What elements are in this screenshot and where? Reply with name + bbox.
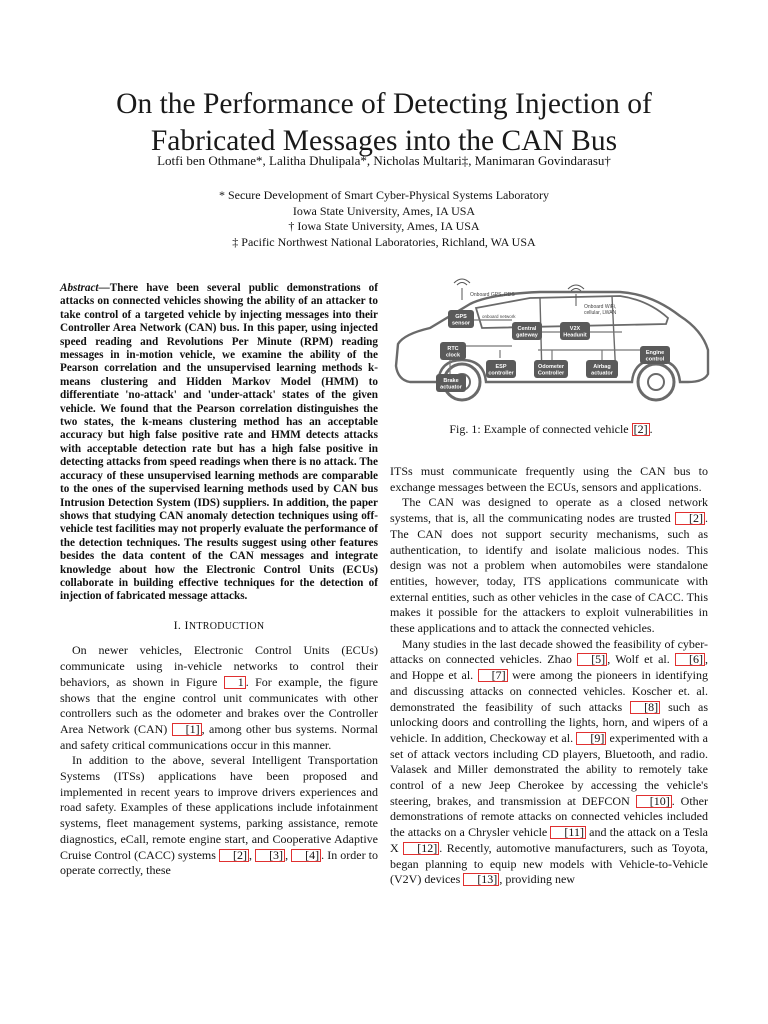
abstract	[60, 282, 378, 604]
esp-label-2: controller	[488, 370, 514, 377]
citation-link[interactable]: [10]	[636, 795, 672, 808]
ecu-v2x-headunit	[560, 322, 590, 340]
section-title-first: I	[184, 617, 189, 632]
right-column	[390, 464, 708, 888]
ecu-gps-sensor	[448, 310, 474, 328]
text-run: , providing new	[499, 872, 575, 887]
citation-link[interactable]: [11]	[550, 826, 586, 839]
central-label-2: gateway	[516, 332, 538, 339]
section-title-rest: NTRODUCTION	[188, 620, 265, 632]
intro-paragraph-2: In addition to the above, several Intelligent Transportation Systems (ITSs) applications have been proposed and implemented in recent years to improve drivers experiences and road safety. Examples of these applications include infotainment systems, fleet management systems, parking assistance, remote diagnostics, eCall, remote engine start, and Cooperative Adaptive Cruise Control (CACC) systems [2] , [3] , [4] . In order to operate correctly, these	[60, 753, 379, 878]
text-run: . The CAN does not support security mechanisms, such as authentication, to identify and isolate malicious nodes. This design was not a problem when automobiles were standalone entities, however, today, ITS applications communicate with external entities, such as other vehicles in the case of CACC. This makes it possible for the attackers to exploit vulnerabilities in these applications and to attack the connected vehicles.	[390, 511, 708, 636]
text-run: The CAN was designed to operate as a closed network systems, that is, all the communicating nodes are trusted	[390, 495, 708, 526]
citation-link[interactable]: [8]	[630, 701, 660, 714]
brake-label: Brake	[443, 378, 459, 384]
figure-ref-link[interactable]: 1	[224, 676, 246, 689]
airbag-label: Airbag	[593, 364, 611, 370]
affiliations	[40, 188, 728, 251]
rtc-label-2: clock	[445, 352, 461, 359]
text-run: . Other demonstrations of remote attacks on connected vehicles included the attacks on a Chrysler vehicle	[390, 793, 708, 840]
body-paragraph-3: ITSs must communicate frequently using the CAN bus to exchange messages between the ECUs, sensors and applications.	[390, 464, 708, 494]
v2x-label: V2X	[569, 326, 581, 332]
rtc-label: RTC	[447, 346, 459, 352]
ecu-airbag-actuator	[586, 360, 618, 378]
section-number: I.	[173, 617, 182, 632]
text-run: On newer vehicles, Electronic Control Units (ECUs) communicate using in-vehicle networks to control their behaviors, as shown in Figure	[60, 643, 378, 689]
title-line-1: On the Performance of Detecting Injection of	[116, 87, 652, 120]
citation-link[interactable]: [13]	[463, 873, 499, 886]
gps-antenna-icon	[454, 279, 470, 300]
caption-text: Fig. 1: Example of connected vehicle	[449, 422, 632, 436]
citation-link[interactable]: [2]	[633, 422, 648, 436]
text-run: . Recently, automotive manufacturers, such as Toyota, began planning to equip new models with Vehicle-to-Vehicle (V2V) devices	[390, 840, 709, 887]
text-run: , among other bus systems. Normal and safety critical communications occur in this manner.	[60, 721, 378, 752]
onboard-wifi-label-2: cellular, LWAN	[584, 310, 617, 316]
affiliation-4: ‡ Pacific Northwest National Laboratories, Richland, WA USA	[232, 235, 536, 250]
citation-link[interactable]: [1]	[172, 723, 202, 736]
intro-paragraph-1	[60, 643, 378, 753]
citation-link[interactable]: [4]	[291, 849, 321, 862]
text-run: were among the pioneers in identifying and discussing attacks on connected vehicles. Koscher et. al. demonstrated the feasibility of such attacks	[390, 668, 708, 714]
ecu-rtc-clock	[440, 342, 466, 360]
abstract-text: —There have been several public demonstrations of attacks on connected vehicles showing the ability of an attacker to take control of a targeted vehicle by injecting messages into their Controller Area Network (CAN) bus. In this paper, using injected speed reading and Revolutions Per Minute (RPM) reading messages in in-motion vehicle, we examine the ability of the Pearson correlation and the unsupervised learning methods k-means clustering and Hidden Markov Model (HMM) to differentiate 'no-attack' and 'under-attack' states of the given vehicle. We found that the Pearson correlation distinguishes the two states, the k-means clustering method has an acceptable accuracy but high false positive rate and HMM detects attacks with acceptable detection rate but has a high false positive in detecting attacks from speed readings when there is no attack. The accuracy of these unsupervised learning methods are comparable to the ones of the supervised learning methods used by CAN bus Intrusion Detection System (IDS) suppliers. In addition, the paper shows that studying CAN anomaly detection techniques using off-vehicle test facilities may not properly evaluate the performance of the detection techniques. The results suggest using other features besides the data content of the CAN messages and integrate knowledge about how the Electronic Control Units (ECUs) collaborate in building effective techniques for the detection of injection of fabricated message attacks.	[60, 282, 378, 603]
rear-wheel	[638, 364, 674, 400]
title-line-2: Fabricated Messages into the CAN Bus	[150, 124, 618, 157]
esp-label: ESP	[495, 364, 507, 370]
onboard-gps-label: Onboard GPS, RDS	[470, 292, 515, 298]
airbag-label-2: actuator	[591, 370, 613, 377]
citation-link[interactable]: [5]	[577, 653, 607, 666]
author-list: Lotfi ben Othmane*, Lalitha Dhulipala*, Nicholas Multari‡, Manimaran Govindarasu†	[157, 153, 611, 168]
text-run: , Wolf et al.	[607, 652, 675, 667]
citation-link[interactable]: [7]	[478, 669, 508, 682]
central-label: Central	[517, 326, 537, 332]
citation-link[interactable]: [3]	[255, 849, 285, 862]
v2x-label-2: Headunit	[563, 332, 587, 339]
affiliation-2: Iowa State University, Ames, IA USA	[292, 203, 476, 218]
citation-link[interactable]: [6]	[675, 653, 705, 666]
section-heading-introduction	[60, 618, 378, 635]
text-run: , and Hoppe et al.	[390, 652, 708, 683]
gps-label: GPS	[455, 314, 467, 320]
caption-text-end: .	[649, 422, 653, 436]
citation-link[interactable]: [2]	[675, 512, 705, 525]
ecu-esp-controller	[486, 360, 516, 378]
brake-label-2: actuator	[440, 384, 462, 391]
abstract-label: Abstract	[60, 282, 99, 294]
engine-label: Engine	[645, 350, 665, 356]
text-run: experimented with a set of attack vectors including CD players, Bluetooth, and radio. Valasek and Miller demonstrated the ability to remotely take control of a new Jeep Cherokee by accessing the vehicle's steering, brakes, and transmission at DEFCON	[390, 730, 708, 808]
ecu-engine-control	[640, 346, 670, 364]
citation-link[interactable]: [9]	[576, 732, 606, 745]
odometer-label: Odometer	[538, 364, 564, 370]
text-run: . For example, the figure shows that the engine control unit communicates with other controllers such as the odometer and brakes over the Controller Area Network (CAN)	[60, 674, 378, 736]
engine-label-2: control	[645, 356, 665, 363]
text-run: Many studies in the last decade showed the feasibility of cyber-attacks on connected vehicles. Zhao	[390, 636, 708, 667]
ecu-brake-actuator	[436, 374, 466, 392]
text-run: In addition to the above, several Intelligent Transportation Systems (ITSs) applications have been proposed and implemented in recent years to improve drivers experiences and road safety. Examples of these applications include infotainment systems, fleet management systems, parking assistance, remote diagnostics, eCall, remote engine start, and Cooperative Adaptive Cruise Control (CACC) systems	[60, 753, 378, 862]
onboard-wifi-label-1: Onboard WiFi,	[584, 304, 617, 310]
left-column	[60, 282, 378, 879]
text-run: and the attack on a Tesla X	[390, 825, 709, 855]
text-run: such as unlocking doors and controlling the lights, horn, and wipers of a vehicle. In addition, Checkoway et al.	[390, 699, 708, 745]
body-paragraph-5	[390, 637, 708, 888]
figure-caption	[390, 422, 712, 437]
citation-link[interactable]: [2]	[219, 849, 249, 862]
v2x-antenna-icon	[568, 285, 584, 306]
ecu-central-gateway	[512, 322, 542, 340]
affiliation-3: † Iowa State University, Ames, IA USA	[288, 219, 480, 234]
citation-link[interactable]: [12]	[403, 842, 439, 855]
paper-title	[40, 86, 728, 160]
affiliation-1: * Secure Development of Smart Cyber-Physical Systems Laboratory	[218, 188, 550, 202]
onboard-network-label: onboard network	[482, 314, 516, 319]
text-run: . In order to operate correctly, these	[60, 847, 379, 878]
figure-connected-vehicle	[390, 278, 712, 418]
vehicle-diagram	[390, 278, 712, 418]
ecu-odometer-controller	[534, 360, 568, 378]
odometer-label-2: Controller	[537, 370, 565, 377]
gps-label-2: sensor	[451, 320, 471, 327]
body-paragraph-4	[390, 495, 708, 636]
